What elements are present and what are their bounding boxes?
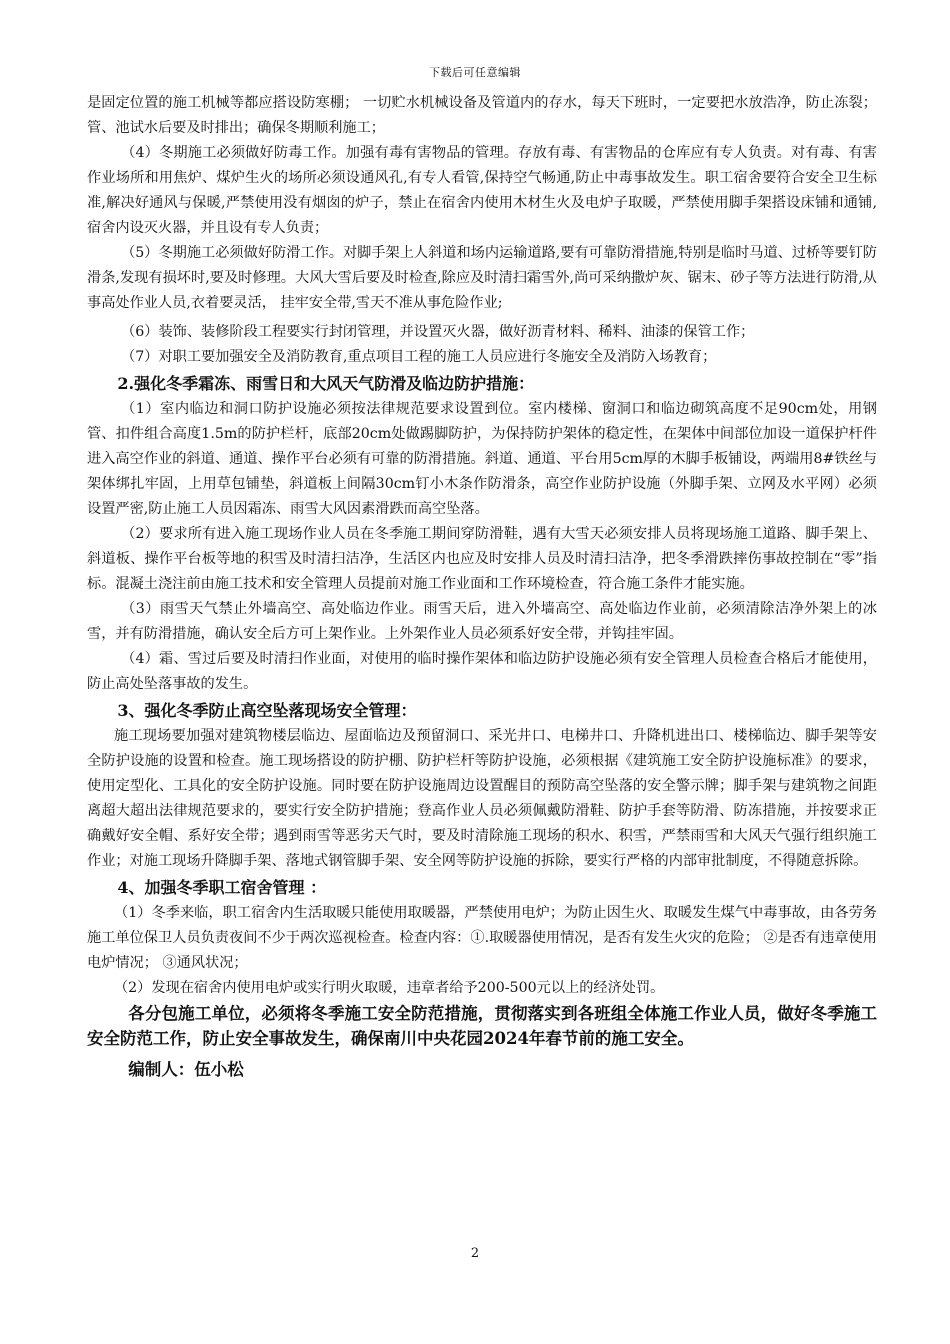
section-heading-2: 2.强化冬季霜冻、雨雪日和大风天气防滑及临边防护措施： — [117, 374, 535, 393]
paragraph-item-4-antipoison: （4）冬期施工必须做好防毒工作。加强有毒有害物品的管理。存放有毒、有害物品的仓库应有专人负责。对有毒、有害作业场所和用焦炉、煤炉生火的场所必须设通风孔,有专人看管,保持空气畅通,防止中毒事故发生。职工宿舍要符合安全卫生标准,解决好通风与保暖,严禁使用没有烟囱的炉子，禁止在宿舍内使用木材生火及电炉子取暖，严禁使用脚手架搭设床铺和通铺,宿舍内设灭火器，并且设有专人负责； — [87, 145, 877, 236]
paragraph-item-7-education: （7）对职工要加强安全及消防教育,重点项目工程的施工人员应进行冬施安全及消防入场教育； — [121, 349, 717, 365]
paragraph-item-5-antislip: （5）冬期施工必须做好防滑工作。对脚手架上人斜道和场内运输道路,要有可靠防滑措施,特别是临时马道、过桥等要钉防滑条,发现有损坏时,要及时修理。大风大雪后要及时检查,除应及时清扫霜雪外,尚可采纳撒炉灰、锯末、砂子等方法进行防滑,从事高处作业人员,衣着要灵活， 挂牢安全带,雪天不准从事危险作业; — [87, 245, 877, 311]
paragraph-section2-item-1: （1）室内临边和洞口防护设施必须按法律规范要求设置到位。室内楼梯、窗洞口和临边砌筑高度不足90cm处，用钢管、扣件组合高度1.5m的防护栏杆，底部20cm处做踢脚防护，为保持防护架体的稳定性，在架体中间部位加设一道保护杆件进入高空作业的斜道、通道、操作平台必须有可靠的防滑措施。斜道、通道、平台用5cm厚的木脚手板铺设，两端用8#铁丝与架体绑扎牢固，上用草包铺垫，斜道板上间隔30cm钉小木条作防滑条，高空作业防护设施（外脚手架、立网及水平网）必须设置严密,防止施工人员因霜冻、雨雪大风因素滑跌而高空坠落。 — [87, 401, 877, 517]
paragraph-section3-body: 施工现场要加强对建筑物楼层临边、屋面临边及预留洞口、采光井口、电梯井口、升降机进出口、楼梯临边、脚手架等安全防护设施的设置和检查。施工现场搭设的防护棚、防护栏杆等防护设施，必须根据《建筑施工安全防护设施标准》的要求，使用定型化、工具化的安全防护设施。同时要在防护设施周边设置醒目的预防高空坠落的安全警示牌；脚手架与建筑物之间距离超大超出法律规范要求的，要实行安全防护措施；登高作业人员必须佩戴防滑鞋、防护手套等防滑、防冻措施，并按要求正确戴好安全帽、系好安全带；遇到雨雪等恶劣天气时，要及时清除施工现场的积水、积雪，严禁雨雪和大风天气强行组织施工作业；对施工现场升降脚手架、落地式钢管脚手架、安全网等防护设施的拆除，要实行严格的内部审批制度，不得随意拆除。 — [87, 728, 877, 869]
editor-signature: 编制人：伍小松 — [128, 1060, 244, 1079]
document-body — [87, 91, 877, 1082]
closing-statement: 各分包施工单位，必须将冬季施工安全防范措施，贯彻落实到各班组全体施工作业人员，做好冬季施工安全防范工作，防止安全事故发生，确保南川中央花园2024年春节前的施工安全。 — [87, 1004, 877, 1048]
page-header-note: 下载后可任意编辑 — [429, 66, 521, 79]
paragraph-section2-item-3: （3）雨雪天气禁止外墙高空、高处临边作业。雨雪天后，进入外墙高空、高处临边作业前，必须清除洁净外架上的冰雪，并有防滑措施，确认安全后方可上架作业。上外架作业人员必须系好安全带，并钩挂牢固。 — [87, 601, 877, 642]
paragraph-section2-item-4: （4）霜、雪过后要及时清扫作业面，对使用的临时操作架体和临边防护设施必须有安全管理人员检查合格后才能使用，防止高处坠落事故的发生。 — [87, 651, 877, 692]
paragraph-continued: 是固定位置的施工机械等都应搭设防寒棚； 一切贮水机械设备及管道内的存水，每天下班时，一定要把水放浩净，防止冻裂；管、池试水后要及时排出；确保冬期顺利施工； — [87, 95, 877, 136]
paragraph-item-6-decoration: （6）装饰、装修阶段工程要实行封闭管理，并设置灭火器，做好沥青材料、稀料、油漆的保管工作； — [121, 324, 755, 340]
section-heading-3: 3、强化冬季防止高空坠落现场安全管理： — [117, 701, 417, 720]
paragraph-section4-item-2: （2）发现在宿舍内使用电炉或实行明火取暖，违章者给予200-500元以上的经济处罚。 — [113, 980, 665, 996]
section-heading-4: 4、加强冬季职工宿舍管理 ： — [117, 878, 327, 897]
paragraph-section2-item-2: （2）要求所有进入施工现场作业人员在冬季施工期间穿防滑鞋，遇有大雪天必须安排人员将现场施工道路、脚手架上、斜道板、操作平台板等地的积雪及时清扫洁净，生活区内也应及时安排人员及时清扫洁净，把冬季滑跌摔伤事故控制在“零”指标。混凝土浇注前由施工技术和安全管理人员提前对施工作业面和工作环境检查，符合施工条件才能实施。 — [87, 526, 877, 592]
page-number: 2 — [470, 1246, 480, 1261]
paragraph-section4-item-1: （1）冬季来临，职工宿舍内生活取暖只能使用取暖器，严禁使用电炉；为防止因生火、取暖发生煤气中毒事故，由各劳务施工单位保卫人员负责夜间不少于两次巡视检查。检查内容：①.取暖器使用情况，是否有发生火灾的危险； ②是否有违章使用电炉情况； ③通风状况； — [87, 905, 877, 971]
